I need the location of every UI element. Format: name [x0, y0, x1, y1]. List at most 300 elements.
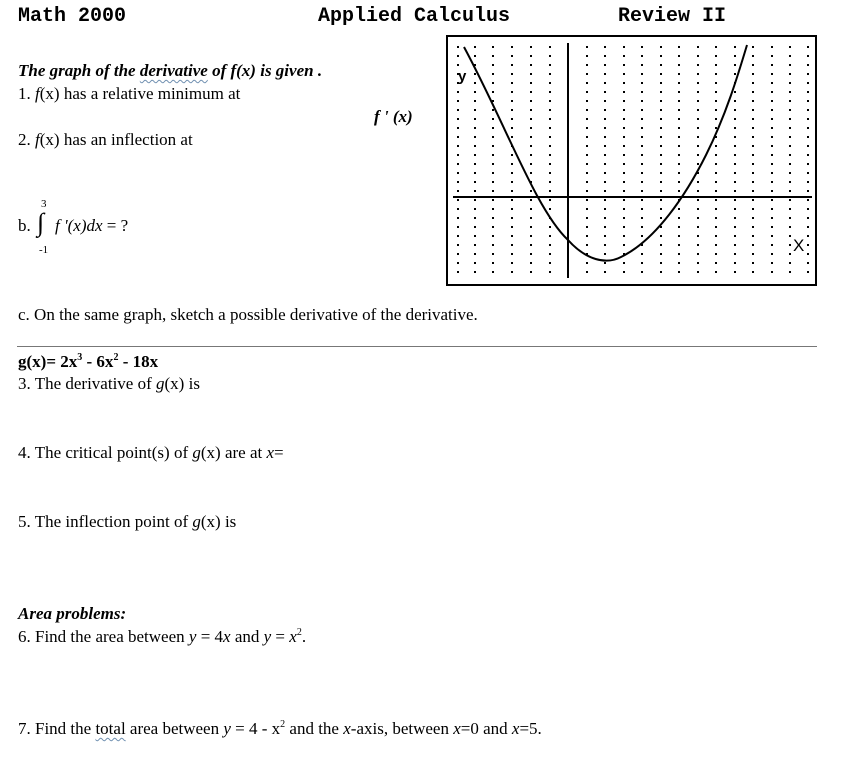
- q7-mid2: and the: [285, 719, 344, 738]
- grid-dot: [549, 271, 551, 273]
- grid-dot: [530, 226, 532, 228]
- grid-dot: [807, 109, 809, 111]
- grid-dot: [807, 136, 809, 138]
- grid-dot: [604, 172, 606, 174]
- grid-dot: [734, 181, 736, 183]
- grid-dot: [807, 199, 809, 201]
- q2-number: 2.: [18, 130, 35, 149]
- grid-dot: [474, 145, 476, 147]
- grid-dot: [492, 46, 494, 48]
- grid-dot: [789, 64, 791, 66]
- grid-dot: [623, 64, 625, 66]
- grid-dot: [807, 64, 809, 66]
- fprime-label: f ' (x): [374, 107, 413, 126]
- q6-end: .: [301, 627, 307, 646]
- grid-dot: [734, 118, 736, 120]
- grid-dot: [530, 262, 532, 264]
- grid-dot: [715, 226, 717, 228]
- grid-dot: [789, 46, 791, 48]
- grid-dot: [734, 253, 736, 255]
- grid-dot: [492, 73, 494, 75]
- grid-dot: [771, 226, 773, 228]
- grid-dot: [586, 118, 588, 120]
- grid-dot: [660, 73, 662, 75]
- grid-dot: [586, 127, 588, 129]
- grid-dot: [604, 235, 606, 237]
- grid-dot: [752, 136, 754, 138]
- grid-dot: [771, 253, 773, 255]
- q6-eq2: =: [271, 627, 290, 646]
- q5-suffix: is: [220, 512, 237, 531]
- grid-dot: [697, 208, 699, 210]
- grid-dot: [734, 172, 736, 174]
- grid-dot: [807, 172, 809, 174]
- grid-dot: [604, 109, 606, 111]
- grid-dot: [511, 208, 513, 210]
- grid-dot: [511, 91, 513, 93]
- grid-dot: [641, 253, 643, 255]
- grid-dot: [586, 100, 588, 102]
- grid-dot: [530, 55, 532, 57]
- grid-dot: [492, 217, 494, 219]
- grid-dot: [678, 46, 680, 48]
- grid-dot: [734, 100, 736, 102]
- grid-dot: [678, 136, 680, 138]
- grid-dot: [807, 271, 809, 273]
- grid-dot: [715, 154, 717, 156]
- grid-dot: [474, 91, 476, 93]
- grid-dot: [789, 127, 791, 129]
- grid-dot: [492, 109, 494, 111]
- grid-dot: [604, 199, 606, 201]
- grid-dot: [697, 217, 699, 219]
- grid-dot: [752, 73, 754, 75]
- grid-dot: [511, 55, 513, 57]
- grid-dot: [697, 82, 699, 84]
- grid-dot: [660, 64, 662, 66]
- grid-dot: [641, 226, 643, 228]
- graph-frame: [447, 36, 816, 285]
- grid-dot: [789, 73, 791, 75]
- grid-dot: [807, 190, 809, 192]
- grid-dot: [549, 172, 551, 174]
- grid-dot: [734, 199, 736, 201]
- grid-dot: [641, 199, 643, 201]
- grid-dot: [697, 55, 699, 57]
- grid-dot: [715, 172, 717, 174]
- grid-dot: [586, 217, 588, 219]
- grid-dot: [457, 118, 459, 120]
- q6-y1: y: [188, 627, 197, 646]
- grid-dot: [789, 181, 791, 183]
- grid-dot: [660, 235, 662, 237]
- grid-dot: [752, 109, 754, 111]
- grid-dot: [678, 91, 680, 93]
- grid-dot: [623, 226, 625, 228]
- qb-equals: = ?: [102, 216, 129, 235]
- grid-dot: [771, 163, 773, 165]
- grid-dot: [678, 154, 680, 156]
- grid-dot: [734, 244, 736, 246]
- grid-dot: [771, 118, 773, 120]
- grid-dot: [492, 244, 494, 246]
- grid-dot: [492, 55, 494, 57]
- grid-dot: [752, 226, 754, 228]
- grid-dot: [660, 217, 662, 219]
- grid-dot: [530, 127, 532, 129]
- g-exp3: 3: [77, 352, 83, 363]
- grid-dot: [457, 190, 459, 192]
- grid-dot: [641, 154, 643, 156]
- grid-dot: [623, 181, 625, 183]
- grid-dot: [457, 262, 459, 264]
- grid-dot: [549, 136, 551, 138]
- question-7: [18, 719, 542, 739]
- y-axis-label: y: [458, 68, 467, 85]
- graph-intro: [18, 61, 322, 81]
- grid-dot: [492, 235, 494, 237]
- grid-dot: [492, 181, 494, 183]
- grid-dot: [623, 91, 625, 93]
- q4-mid: are at: [220, 443, 267, 462]
- grid-dot: [530, 172, 532, 174]
- grid-dot: [511, 64, 513, 66]
- q4-var: x: [266, 443, 275, 462]
- intro-derivative: derivative: [139, 61, 208, 80]
- grid-dot: [715, 91, 717, 93]
- grid-dot: [511, 226, 513, 228]
- grid-dot: [697, 91, 699, 93]
- grid-dot: [697, 181, 699, 183]
- grid-dot: [511, 127, 513, 129]
- grid-dot: [789, 118, 791, 120]
- grid-dot: [641, 55, 643, 57]
- grid-dot: [530, 208, 532, 210]
- grid-dot: [641, 145, 643, 147]
- grid-dot: [623, 136, 625, 138]
- grid-dot: [771, 208, 773, 210]
- grid-dot: [641, 64, 643, 66]
- grid-dot: [697, 73, 699, 75]
- grid-dot: [623, 100, 625, 102]
- grid-dot: [715, 199, 717, 201]
- grid-dot: [789, 136, 791, 138]
- grid-dot: [807, 145, 809, 147]
- grid-dot: [697, 244, 699, 246]
- grid-dot: [474, 109, 476, 111]
- grid-dot: [807, 208, 809, 210]
- grid-dot: [549, 145, 551, 147]
- grid-dot: [752, 100, 754, 102]
- grid-dot: [771, 109, 773, 111]
- grid-dot: [604, 217, 606, 219]
- q7-x0: x: [453, 719, 461, 738]
- grid-dot: [549, 208, 551, 210]
- grid-dot: [457, 55, 459, 57]
- q5-prefix: 5. The inflection point of: [18, 512, 193, 531]
- grid-dot: [697, 190, 699, 192]
- grid-dot: [807, 46, 809, 48]
- q2-f: f: [35, 130, 40, 149]
- grid-dot: [604, 262, 606, 264]
- q7-prefix: 7. Find the: [18, 719, 96, 738]
- grid-dot: [734, 271, 736, 273]
- grid-dot: [678, 190, 680, 192]
- grid-dot: [771, 154, 773, 156]
- q6-prefix: 6. Find the area between: [18, 627, 189, 646]
- grid-dot: [752, 190, 754, 192]
- grid-dot: [549, 100, 551, 102]
- grid-dot: [474, 136, 476, 138]
- grid-dot: [586, 109, 588, 111]
- grid-dot: [641, 190, 643, 192]
- q2-text: has an inflection at: [59, 130, 193, 149]
- grid-dot: [511, 262, 513, 264]
- grid-dot: [474, 181, 476, 183]
- grid-dot: [697, 46, 699, 48]
- grid-dot: [678, 235, 680, 237]
- grid-dot: [586, 235, 588, 237]
- grid-dot: [623, 154, 625, 156]
- grid-dot: [641, 73, 643, 75]
- grid-dot: [457, 154, 459, 156]
- grid-dot: [474, 118, 476, 120]
- grid-dot: [604, 145, 606, 147]
- grid-dot: [697, 253, 699, 255]
- grid-dot: [530, 253, 532, 255]
- grid-dot: [697, 100, 699, 102]
- grid-dot: [623, 82, 625, 84]
- grid-dot: [623, 244, 625, 246]
- grid-dot: [549, 109, 551, 111]
- grid-dot: [604, 127, 606, 129]
- intro-fx: f(x): [230, 61, 256, 80]
- grid-dot: [734, 217, 736, 219]
- grid-dot: [678, 163, 680, 165]
- grid-dot: [697, 271, 699, 273]
- q6-y2: y: [263, 627, 272, 646]
- grid-dot: [457, 109, 459, 111]
- grid-dot: [697, 235, 699, 237]
- grid-dot: [586, 244, 588, 246]
- grid-dot: [549, 118, 551, 120]
- grid-dot: [789, 82, 791, 84]
- grid-dot: [771, 181, 773, 183]
- grid-dot: [771, 46, 773, 48]
- grid-dot: [492, 118, 494, 120]
- grid-dot: [789, 253, 791, 255]
- grid-dot: [492, 64, 494, 66]
- intro-mid: of: [207, 61, 231, 80]
- grid-dot: [474, 235, 476, 237]
- grid-dot: [641, 271, 643, 273]
- grid-dot: [734, 190, 736, 192]
- grid-dot: [660, 145, 662, 147]
- grid-dot: [678, 73, 680, 75]
- grid-dot: [771, 172, 773, 174]
- grid-dot: [474, 244, 476, 246]
- grid-dot: [771, 199, 773, 201]
- q7-eq: = 4 - x: [230, 719, 281, 738]
- grid-dot: [511, 190, 513, 192]
- grid-dot: [586, 190, 588, 192]
- grid-dot: [530, 244, 532, 246]
- grid-dot: [511, 163, 513, 165]
- grid-dot: [752, 118, 754, 120]
- grid-dot: [623, 235, 625, 237]
- grid-dot: [511, 118, 513, 120]
- grid-dot: [697, 109, 699, 111]
- grid-dot: [678, 118, 680, 120]
- grid-dot: [752, 91, 754, 93]
- grid-dot: [678, 64, 680, 66]
- grid-dot: [771, 73, 773, 75]
- q7-axis: -axis, between: [350, 719, 454, 738]
- grid-dot: [530, 136, 532, 138]
- q7-xaxis: x: [343, 719, 351, 738]
- q6-eq1: = 4: [196, 627, 224, 646]
- grid-dot: [549, 244, 551, 246]
- grid-dot: [530, 199, 532, 201]
- grid-dot: [789, 91, 791, 93]
- q7-x5: x: [511, 719, 520, 738]
- grid-dot: [734, 91, 736, 93]
- grid-dot: [789, 145, 791, 147]
- grid-dot: [549, 199, 551, 201]
- qb-upper-limit: 3: [41, 198, 47, 210]
- grid-dot: [660, 109, 662, 111]
- grid-dot: [511, 82, 513, 84]
- grid-dot: [715, 109, 717, 111]
- q7-mid1: area between: [125, 719, 224, 738]
- grid-dot: [549, 253, 551, 255]
- grid-dot: [771, 100, 773, 102]
- grid-dot: [511, 217, 513, 219]
- grid-dot: [474, 100, 476, 102]
- grid-dot: [789, 163, 791, 165]
- grid-dot: [660, 262, 662, 264]
- grid-dot: [734, 136, 736, 138]
- grid-dot: [734, 262, 736, 264]
- grid-dot: [641, 136, 643, 138]
- grid-dot: [492, 226, 494, 228]
- grid-dot: [623, 190, 625, 192]
- grid-dot: [752, 235, 754, 237]
- grid-dot: [492, 136, 494, 138]
- grid-dot: [734, 145, 736, 147]
- grid-dot: [492, 253, 494, 255]
- grid-dot: [771, 91, 773, 93]
- grid-dot: [623, 163, 625, 165]
- intro-suffix: is given .: [255, 61, 323, 80]
- q3-suffix: is: [184, 374, 200, 393]
- grid-dot: [807, 217, 809, 219]
- qb-integrand: [55, 216, 128, 236]
- grid-dot: [771, 82, 773, 84]
- grid-dot: [492, 271, 494, 273]
- grid-dot: [660, 118, 662, 120]
- grid-dot: [457, 208, 459, 210]
- grid-dot: [660, 55, 662, 57]
- grid-dot: [586, 136, 588, 138]
- grid-dot: [549, 235, 551, 237]
- grid-dot: [715, 244, 717, 246]
- q3-x: (x): [164, 374, 185, 393]
- grid-dot: [530, 109, 532, 111]
- document-title: Applied Calculus: [318, 5, 511, 28]
- q3-prefix: 3. The derivative of: [18, 374, 157, 393]
- grid-dot: [660, 253, 662, 255]
- grid-dot: [715, 127, 717, 129]
- grid-dot: [678, 172, 680, 174]
- grid-dot: [752, 181, 754, 183]
- grid-dot: [697, 64, 699, 66]
- grid-dot: [474, 271, 476, 273]
- grid-dot: [697, 154, 699, 156]
- grid-dot: [789, 208, 791, 210]
- grid-dot: [530, 73, 532, 75]
- grid-dot: [457, 199, 459, 201]
- grid-dot: [660, 46, 662, 48]
- grid-dot: [586, 154, 588, 156]
- grid-dot: [789, 244, 791, 246]
- grid-dot: [789, 100, 791, 102]
- g-def-tail: - 18x: [118, 352, 159, 371]
- grid-dot: [641, 46, 643, 48]
- grid-dot: [789, 199, 791, 201]
- grid-dot: [530, 163, 532, 165]
- grid-dot: [752, 217, 754, 219]
- grid-dot: [492, 172, 494, 174]
- question-3: [18, 374, 200, 394]
- grid-dot: [511, 109, 513, 111]
- grid-dot: [511, 154, 513, 156]
- grid-dot: [641, 235, 643, 237]
- grid-dot: [752, 46, 754, 48]
- grid-dot: [492, 262, 494, 264]
- q1-number: 1.: [18, 84, 35, 103]
- grid-dot: [474, 46, 476, 48]
- grid-dot: [457, 100, 459, 102]
- grid-dot: [530, 271, 532, 273]
- q6-x1: x: [223, 627, 231, 646]
- grid-dot: [604, 46, 606, 48]
- grid-dot: [474, 55, 476, 57]
- q6-exp: 2: [296, 627, 302, 638]
- q7-exp: 2: [280, 719, 286, 730]
- grid-dot: [604, 226, 606, 228]
- grid-dot: [586, 199, 588, 201]
- grid-dot: [549, 163, 551, 165]
- grid-dot: [511, 181, 513, 183]
- q6-x2: x: [289, 627, 297, 646]
- grid-dot: [492, 82, 494, 84]
- grid-dot: [530, 235, 532, 237]
- grid-dot: [586, 172, 588, 174]
- grid-dot: [660, 82, 662, 84]
- grid-dot: [715, 55, 717, 57]
- grid-dot: [807, 91, 809, 93]
- grid-dot: [474, 172, 476, 174]
- grid-dot: [530, 154, 532, 156]
- grid-dot: [660, 271, 662, 273]
- grid-dot: [604, 244, 606, 246]
- grid-dot: [752, 172, 754, 174]
- grid-dot: [715, 145, 717, 147]
- course-title: Math 2000: [18, 5, 127, 28]
- grid-dot: [697, 226, 699, 228]
- grid-dot: [586, 55, 588, 57]
